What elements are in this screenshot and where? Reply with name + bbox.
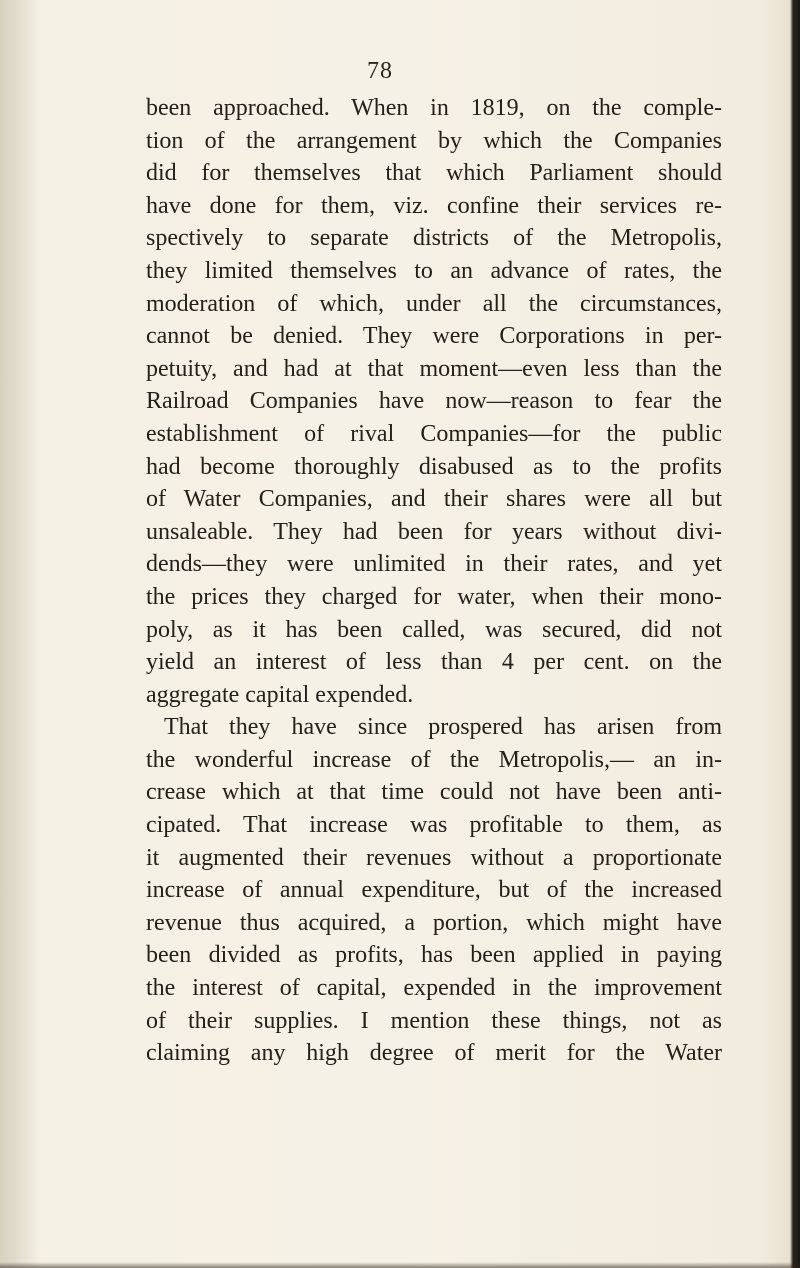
- text-line-24: it augmented their revenues without a proportionate: [146, 844, 722, 871]
- text-line-2: tion of the arrangement by which the Companies: [146, 127, 722, 154]
- text-line-21: the wonderful increase of the Metropolis,— an in-: [146, 746, 722, 773]
- text-line-10: Railroad Companies have now—reason to fear the: [146, 388, 722, 415]
- text-line-15: dends—they were unlimited in their rates, and yet: [146, 551, 722, 578]
- text-line-11: establishment of rival Companies—for the public: [146, 420, 722, 447]
- text-line-20: That they have since prospered has arisen from: [164, 714, 722, 741]
- text-line-5: spectively to separate districts of the Metropolis,: [146, 225, 722, 252]
- text-line-3: did for themselves that which Parliament should: [146, 160, 722, 187]
- text-line-16: the prices they charged for water, when their mono-: [146, 583, 722, 610]
- text-line-22: crease which at that time could not have been anti-: [146, 779, 722, 806]
- text-line-4: have done for them, viz. confine their services re-: [146, 192, 722, 219]
- text-line-6: they limited themselves to an advance of rates, the: [146, 257, 722, 284]
- page-number: 78: [367, 58, 393, 84]
- body-text: [146, 92, 722, 1070]
- text-line-7: moderation of which, under all the circumstances,: [146, 290, 722, 317]
- text-line-1: been approached. When in 1819, on the comple-: [146, 95, 722, 121]
- text-line-8: cannot be denied. They were Corporations in per-: [146, 323, 722, 350]
- text-line-17: poly, as it has been called, was secured, did not: [146, 616, 722, 643]
- text-line-18: yield an interest of less than 4 per cent. on the: [146, 649, 722, 676]
- text-line-12: had become thoroughly disabused as to the profits: [146, 453, 722, 480]
- text-line-14: unsaleable. They had been for years without divi-: [146, 518, 722, 545]
- text-line-28: the interest of capital, expended in the improvement: [146, 975, 722, 1002]
- text-line-26: revenue thus acquired, a portion, which might have: [146, 909, 722, 936]
- text-line-30: claiming any high degree of merit for the Water: [146, 1040, 722, 1067]
- text-line-29: of their supplies. I mention these things, not as: [146, 1007, 722, 1034]
- text-line-13: of Water Companies, and their shares were all but: [146, 486, 722, 513]
- text-line-25: increase of annual expenditure, but of the increased: [146, 877, 722, 904]
- page-bottom-edge: [0, 1262, 800, 1268]
- gutter-shadow: [0, 0, 40, 1268]
- text-line-19: aggregate capital expended.: [146, 681, 414, 708]
- text-line-27: been divided as profits, has been applied in paying: [146, 942, 722, 969]
- text-line-9: petuity, and had at that moment—even less than the: [146, 355, 722, 382]
- text-line-23: cipated. That increase was profitable to them, as: [146, 812, 722, 839]
